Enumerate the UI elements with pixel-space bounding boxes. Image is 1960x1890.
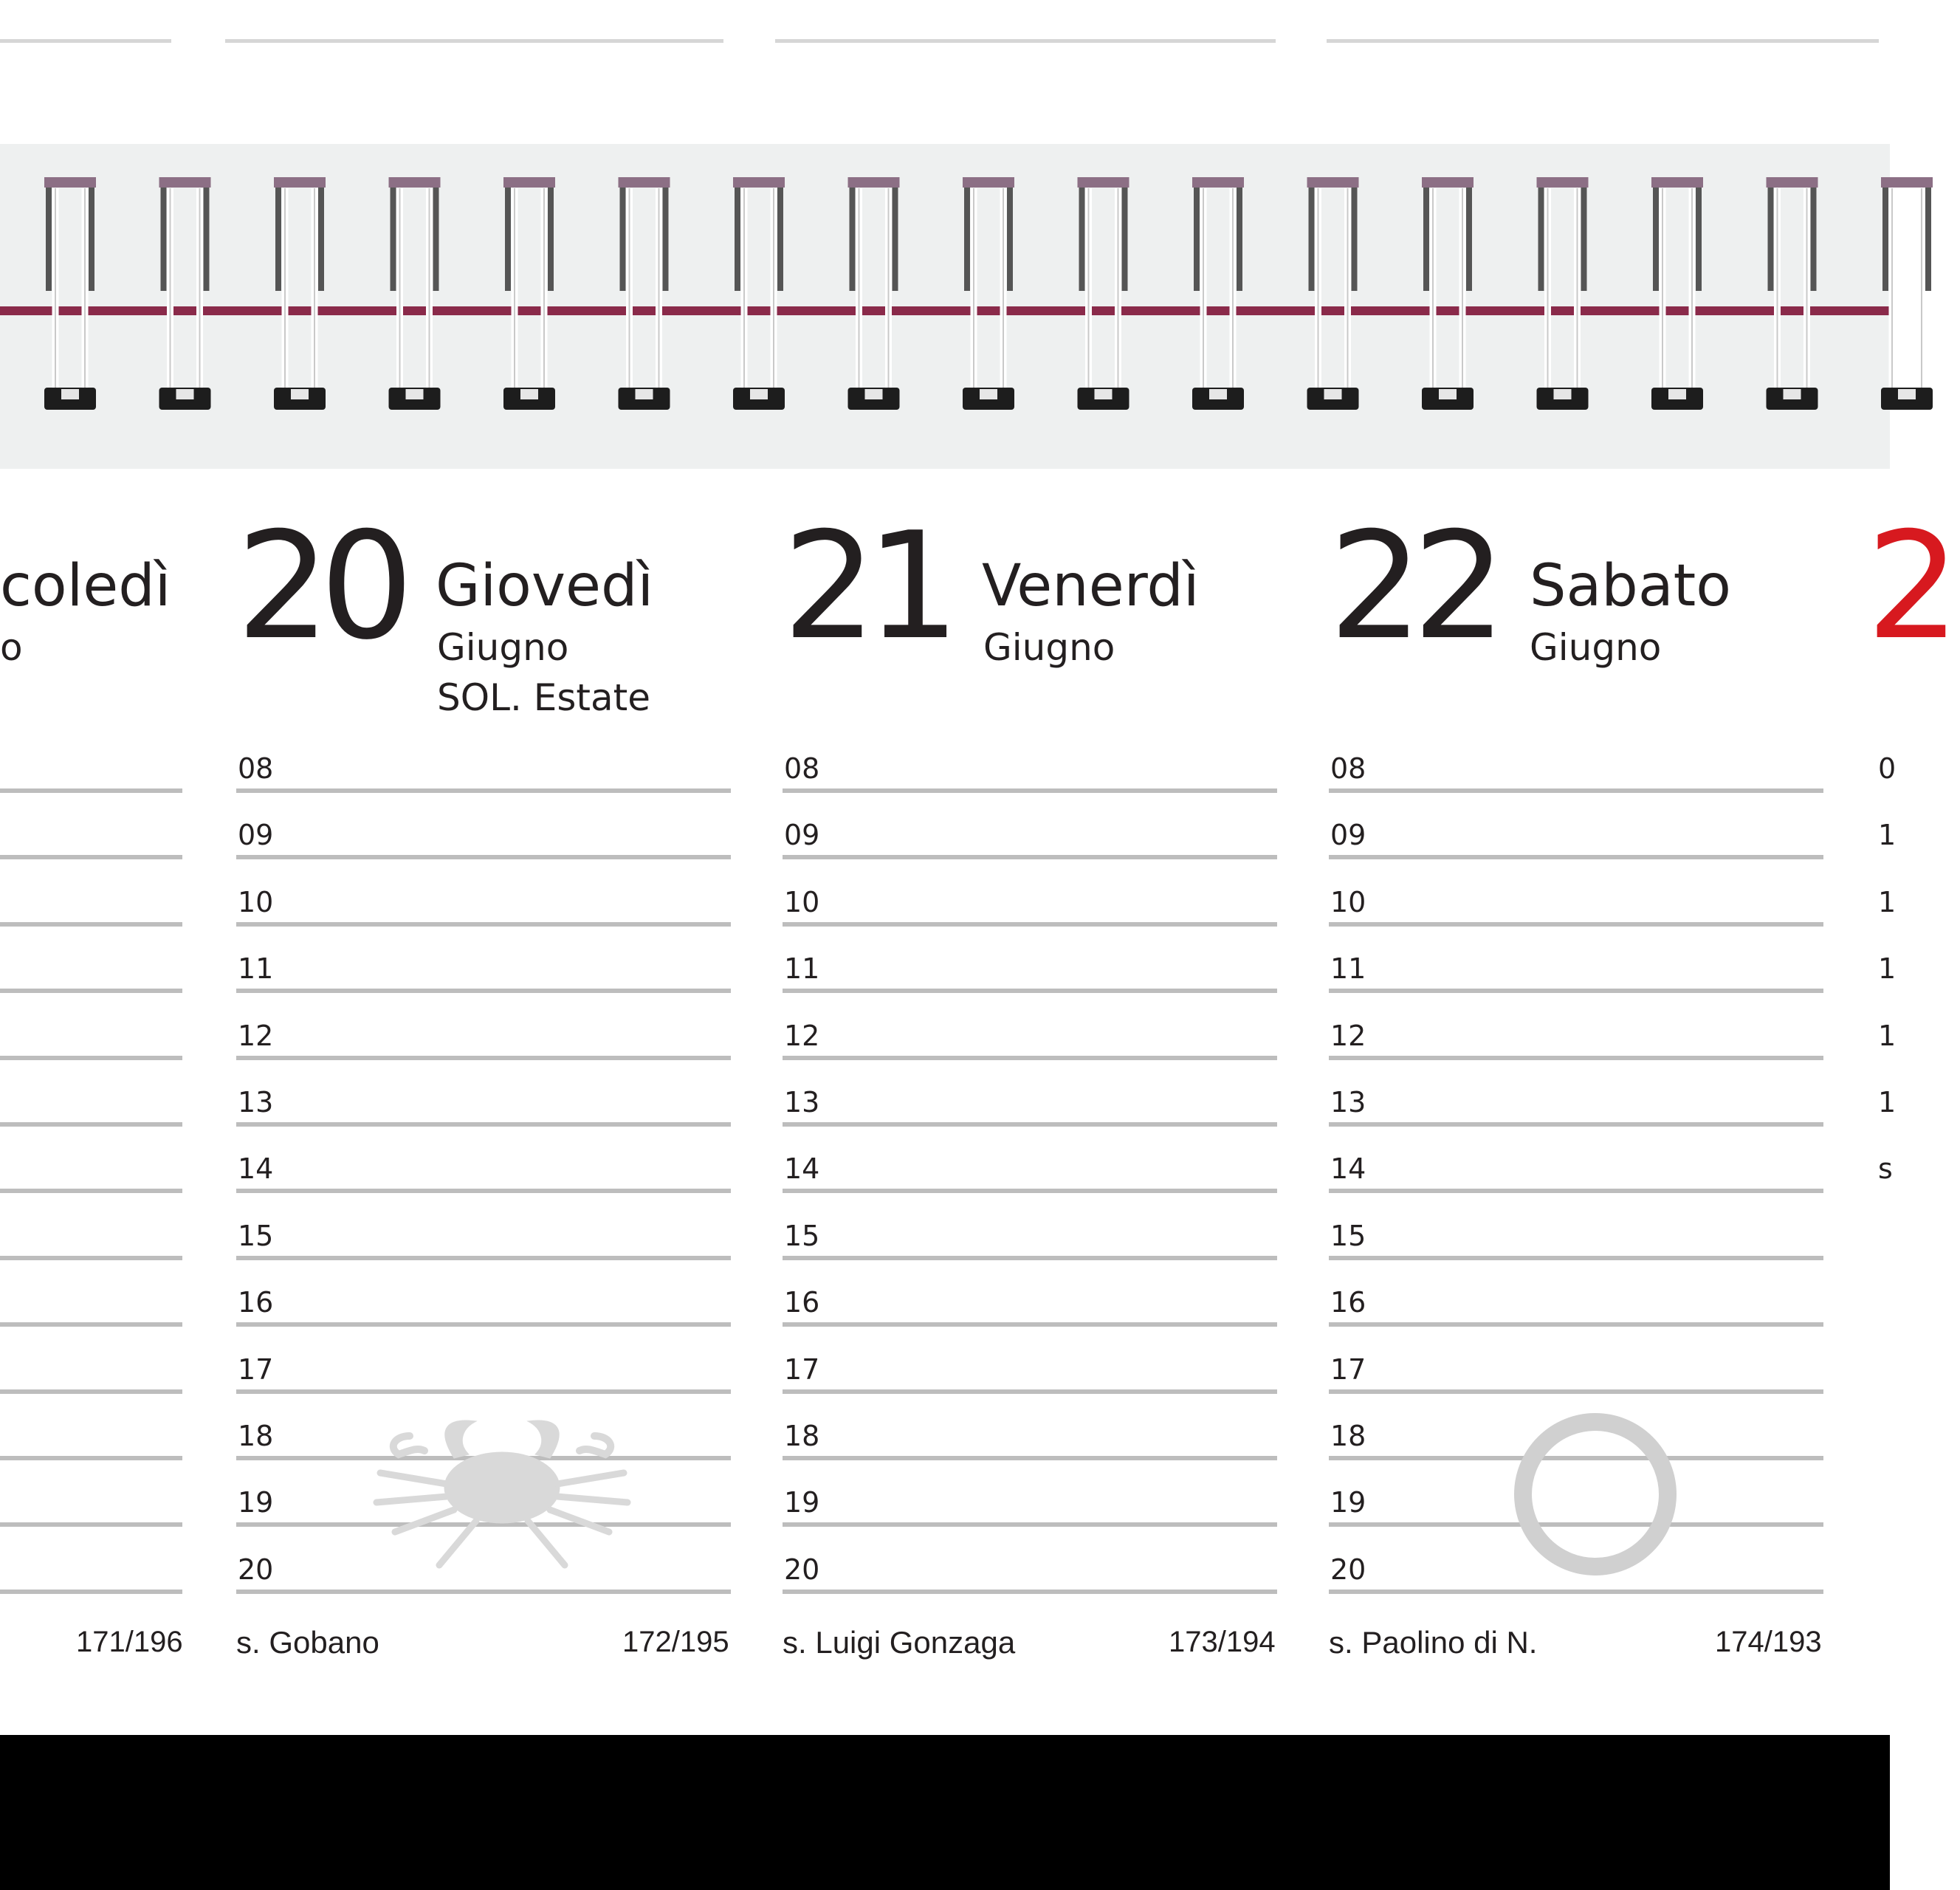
hour-label: 20	[238, 1553, 274, 1586]
hour-slot	[1329, 1072, 1823, 1138]
day-name: Giovedì	[436, 553, 654, 619]
hour-label: 0	[1878, 752, 1897, 785]
hour-label: 09	[238, 819, 274, 852]
hour-label: 10	[784, 885, 820, 918]
hour-label: 1	[1878, 819, 1897, 852]
hour-label: 11	[1330, 952, 1366, 986]
solstice-note: SOL. Estate	[437, 676, 650, 719]
saint-fragment: s	[1878, 1152, 1893, 1186]
month-name: Giugno	[437, 626, 569, 669]
hour-slot	[783, 1272, 1277, 1339]
day-column-friday	[783, 0, 1299, 1735]
hour-label: 18	[238, 1419, 274, 1452]
day-number: 21	[783, 501, 950, 673]
day-number-fragment: 2	[1866, 501, 1960, 673]
hour-slot	[236, 1138, 731, 1205]
hour-slot	[1329, 805, 1823, 871]
day-column-wednesday	[0, 0, 199, 1735]
hour-label: 1	[1878, 1019, 1897, 1052]
hour-slot	[783, 1406, 1277, 1472]
hour-slot	[783, 872, 1277, 938]
hour-label: 09	[1330, 819, 1366, 852]
hour-label: 09	[784, 819, 820, 852]
hour-slot	[236, 1006, 731, 1072]
hour-label: 20	[784, 1553, 820, 1586]
hour-slot	[236, 1339, 731, 1406]
hour-label: 08	[784, 752, 820, 785]
hour-lines	[0, 738, 182, 1606]
hour-label: 11	[238, 952, 274, 986]
hour-label: 10	[238, 885, 274, 918]
saint-of-day: s. Luigi Gonzaga	[783, 1625, 1016, 1660]
hour-label: 17	[784, 1353, 820, 1386]
hour-label: 08	[238, 752, 274, 785]
day-progress: 174/193	[1715, 1626, 1822, 1658]
hour-label: 16	[1330, 1286, 1366, 1319]
hour-label: 11	[784, 952, 820, 986]
hour-label: 19	[784, 1486, 820, 1519]
hour-slot	[783, 1206, 1277, 1272]
month-name: o	[0, 626, 23, 669]
hour-label: 1	[1878, 1085, 1897, 1118]
hour-label: 16	[238, 1286, 274, 1319]
hour-label: 16	[784, 1286, 820, 1319]
hour-label: 14	[238, 1152, 274, 1186]
day-name: Sabato	[1530, 553, 1731, 619]
hour-slot	[236, 872, 731, 938]
cancer-zodiac-icon	[365, 1414, 639, 1576]
day-name: coledì	[0, 553, 171, 619]
hour-label: 12	[784, 1019, 820, 1052]
hour-slot	[783, 1339, 1277, 1406]
hour-slot	[1329, 1206, 1823, 1272]
hour-slot	[1329, 872, 1823, 938]
hour-label: 1	[1878, 885, 1897, 918]
hour-label: 08	[1330, 752, 1366, 785]
hour-slot	[1329, 1138, 1823, 1205]
hour-slot	[1329, 1339, 1823, 1406]
day-progress: 173/194	[1169, 1626, 1276, 1658]
hour-label: 20	[1330, 1553, 1366, 1586]
day-name: Venerdì	[982, 553, 1200, 619]
month-name: Giugno	[983, 626, 1115, 669]
hour-slot	[1329, 1272, 1823, 1339]
day-number: 22	[1329, 501, 1496, 673]
hour-slot	[236, 1206, 731, 1272]
hour-label: 17	[238, 1353, 274, 1386]
hour-label: 18	[784, 1419, 820, 1452]
hour-slot	[783, 1539, 1277, 1606]
hour-slot	[236, 938, 731, 1005]
hour-slot	[783, 938, 1277, 1005]
hour-label: 19	[1330, 1486, 1366, 1519]
hour-label: 12	[238, 1019, 274, 1052]
hour-label: 15	[784, 1219, 820, 1252]
hour-slot	[1329, 938, 1823, 1005]
hour-label: 13	[1330, 1085, 1366, 1118]
hour-slot	[783, 738, 1277, 805]
hour-label: 13	[784, 1085, 820, 1118]
day-progress: 172/195	[622, 1626, 729, 1658]
hour-label: 19	[238, 1486, 274, 1519]
day-progress: 171/196	[76, 1626, 183, 1658]
hour-label: 15	[238, 1219, 274, 1252]
day-number: 20	[236, 501, 404, 673]
saint-of-day: s. Gobano	[236, 1625, 379, 1660]
hour-label: 1	[1878, 952, 1897, 986]
page-bottom-edge	[0, 1735, 1890, 1890]
hour-label: 10	[1330, 885, 1366, 918]
hour-label: 12	[1330, 1019, 1366, 1052]
hour-label: 14	[784, 1152, 820, 1186]
hour-slot	[783, 1006, 1277, 1072]
hour-slot	[236, 1072, 731, 1138]
hour-slot	[1329, 1006, 1823, 1072]
hour-slot	[783, 1072, 1277, 1138]
hour-label: 13	[238, 1085, 274, 1118]
hour-slot	[783, 1472, 1277, 1539]
hour-slot	[236, 805, 731, 871]
saint-of-day: s. Paolino di N.	[1329, 1625, 1538, 1660]
full-moon-icon	[1513, 1412, 1677, 1576]
day-column-sunday-partial	[1866, 0, 1960, 1735]
hour-slot	[236, 1272, 731, 1339]
hour-label: 18	[1330, 1419, 1366, 1452]
hour-slot	[783, 805, 1277, 871]
hour-label: 15	[1330, 1219, 1366, 1252]
month-name: Giugno	[1530, 626, 1662, 669]
hour-slot	[783, 1138, 1277, 1205]
hour-label: 17	[1330, 1353, 1366, 1386]
hour-slot	[236, 738, 731, 805]
hour-lines	[783, 738, 1277, 1606]
hour-label: 14	[1330, 1152, 1366, 1186]
hour-slot	[1329, 738, 1823, 805]
